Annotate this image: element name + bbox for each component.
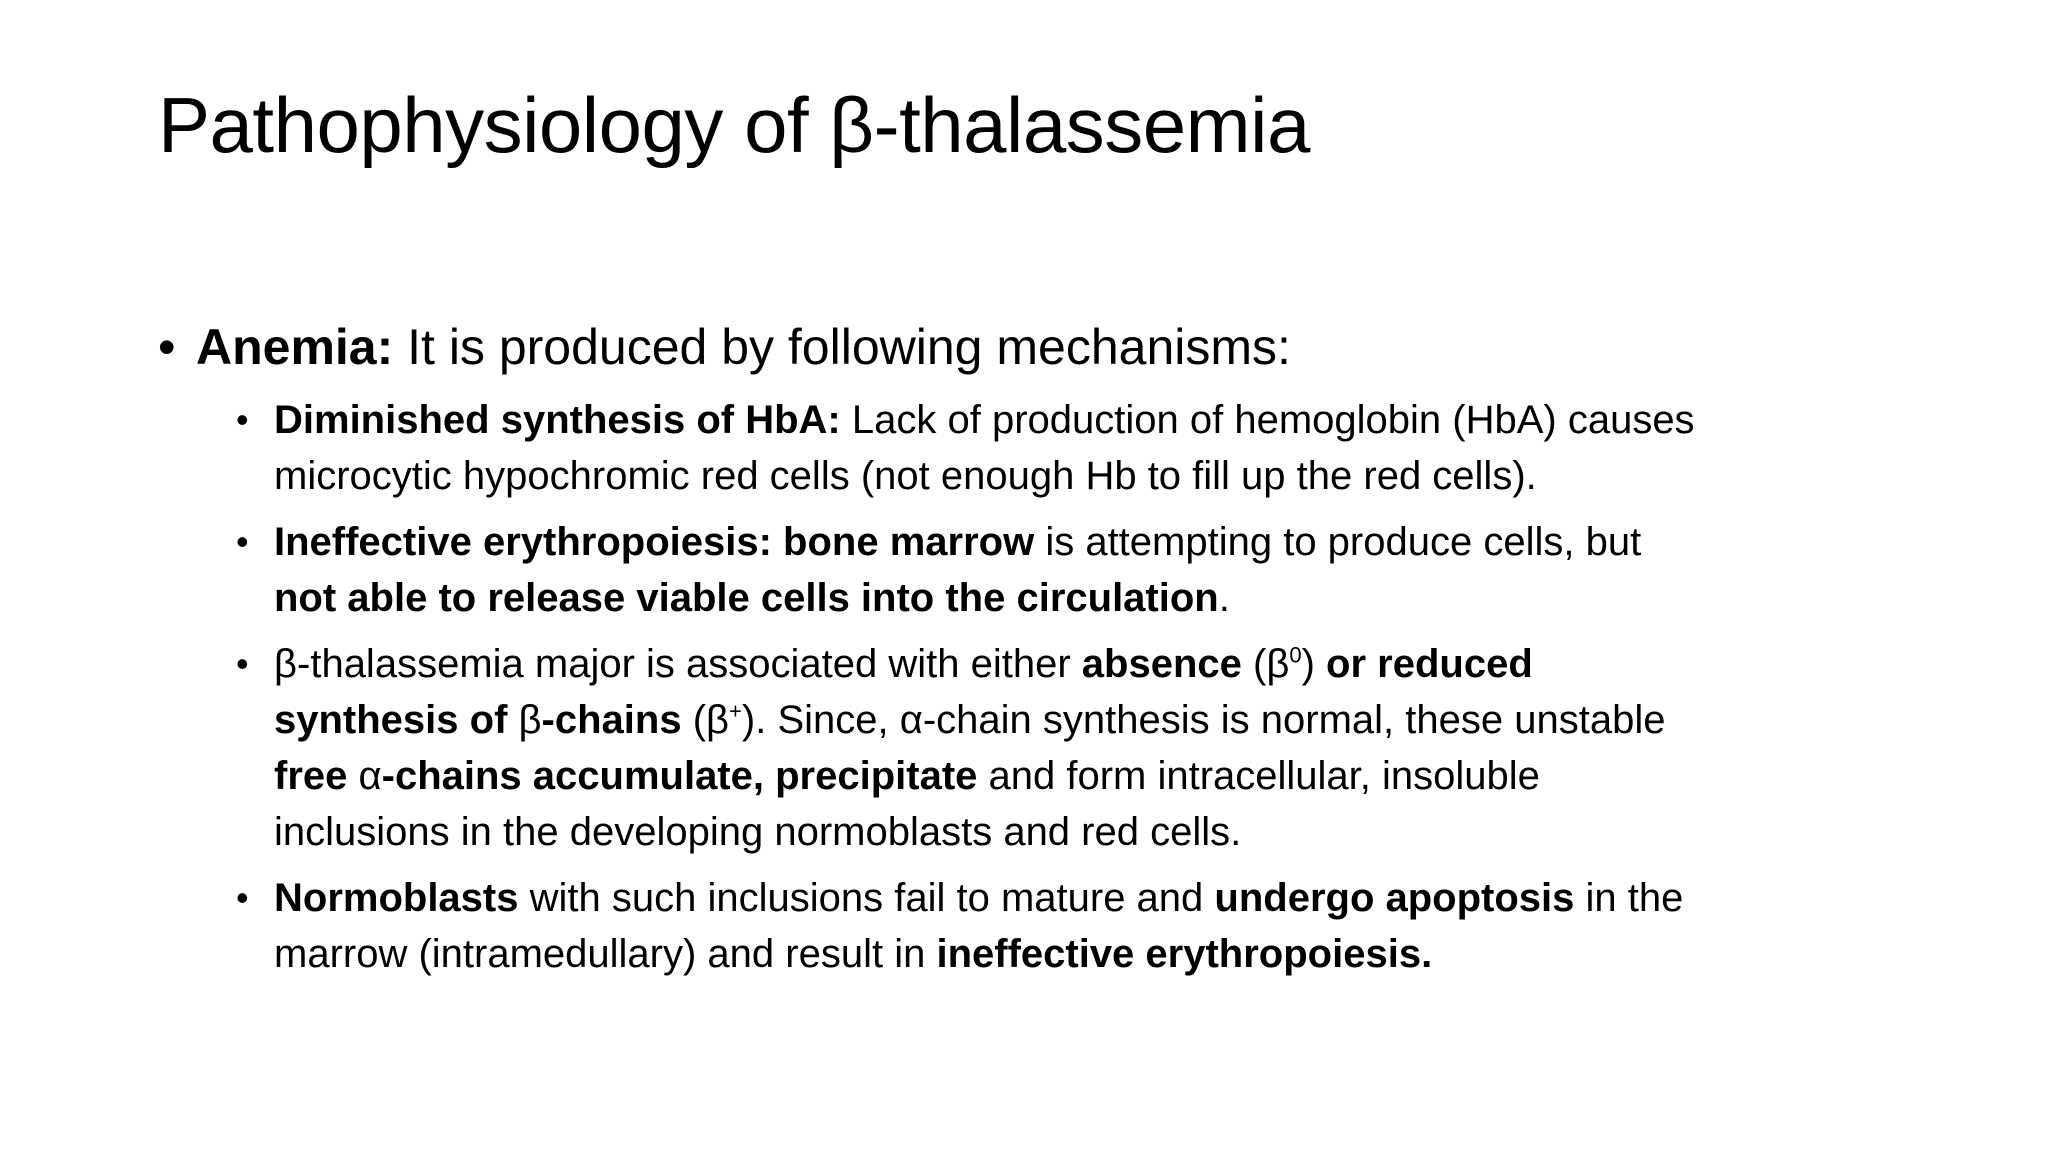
bullet-anemia-text xyxy=(196,319,1291,375)
plain-text: β-thalassemia major is associated with either xyxy=(274,642,1082,686)
mechanism-list xyxy=(236,392,1916,992)
mechanism-line xyxy=(274,748,1916,804)
plain-text: (β xyxy=(681,698,730,742)
slide-title: Pathophysiology of β-thalassemia xyxy=(158,81,1310,169)
bold-text: -chains accumulate, precipitate xyxy=(381,754,978,798)
bold-text: Ineffective erythropoiesis: bone marrow xyxy=(274,520,1035,564)
bold-text: ineffective erythropoiesis. xyxy=(936,932,1433,976)
plain-text: . xyxy=(1218,576,1230,620)
mechanism-line xyxy=(274,636,1916,692)
mechanism-line xyxy=(274,870,1916,926)
mechanism-item xyxy=(236,870,1916,982)
plain-text: β xyxy=(518,698,542,742)
mechanism-item xyxy=(236,392,1916,504)
superscript-text: 0 xyxy=(1289,642,1302,668)
plain-text: with such inclusions fail to mature and xyxy=(518,876,1215,920)
mechanism-line xyxy=(274,514,1916,570)
bold-text: Diminished synthesis of HbA: xyxy=(274,398,841,442)
plain-text: α xyxy=(358,754,382,798)
bullet-anemia-label: Anemia: xyxy=(196,319,394,375)
bullet-anemia-body: It is produced by following mechanisms: xyxy=(393,319,1291,375)
plain-text: in the xyxy=(1574,876,1684,920)
bold-text: absence xyxy=(1081,642,1242,686)
plain-text: and form intracellular, insoluble xyxy=(977,754,1540,798)
bullet-dot-icon: • xyxy=(236,643,249,684)
bullet-dot-icon: • xyxy=(236,399,249,440)
plain-text: ). Since, α-chain synthesis is normal, these unstable xyxy=(741,698,1666,742)
bold-text: not able to release viable cells into the circulation xyxy=(274,576,1219,620)
bullet-anemia xyxy=(158,312,1898,382)
bold-text: free xyxy=(274,754,359,798)
plain-text: (β xyxy=(1241,642,1290,686)
bold-text: or reduced xyxy=(1326,642,1533,686)
plain-text: is attempting to produce cells, but xyxy=(1034,520,1642,564)
bold-text: -chains xyxy=(541,698,682,742)
mechanism-item xyxy=(236,636,1916,860)
mechanism-line xyxy=(274,448,1916,504)
mechanism-line xyxy=(274,804,1916,860)
plain-text: Lack of production of hemoglobin (HbA) causes xyxy=(840,398,1695,442)
superscript-text: + xyxy=(729,698,742,724)
bold-text: synthesis of xyxy=(274,698,519,742)
plain-text: inclusions in the developing normoblasts and red cells. xyxy=(274,810,1242,854)
plain-text: marrow (intramedullary) and result in xyxy=(274,932,937,976)
bullet-dot-icon: • xyxy=(236,521,249,562)
bold-text: undergo apoptosis xyxy=(1214,876,1575,920)
mechanism-item xyxy=(236,514,1916,626)
bullet-dot-icon: • xyxy=(158,319,176,375)
plain-text: microcytic hypochromic red cells (not enough Hb to fill up the red cells). xyxy=(274,454,1537,498)
plain-text: ) xyxy=(1301,642,1327,686)
mechanism-line xyxy=(274,926,1916,982)
mechanism-line xyxy=(274,692,1916,748)
mechanism-line xyxy=(274,392,1916,448)
bold-text: Normoblasts xyxy=(274,876,519,920)
bullet-dot-icon: • xyxy=(236,877,249,918)
mechanism-line xyxy=(274,570,1916,626)
